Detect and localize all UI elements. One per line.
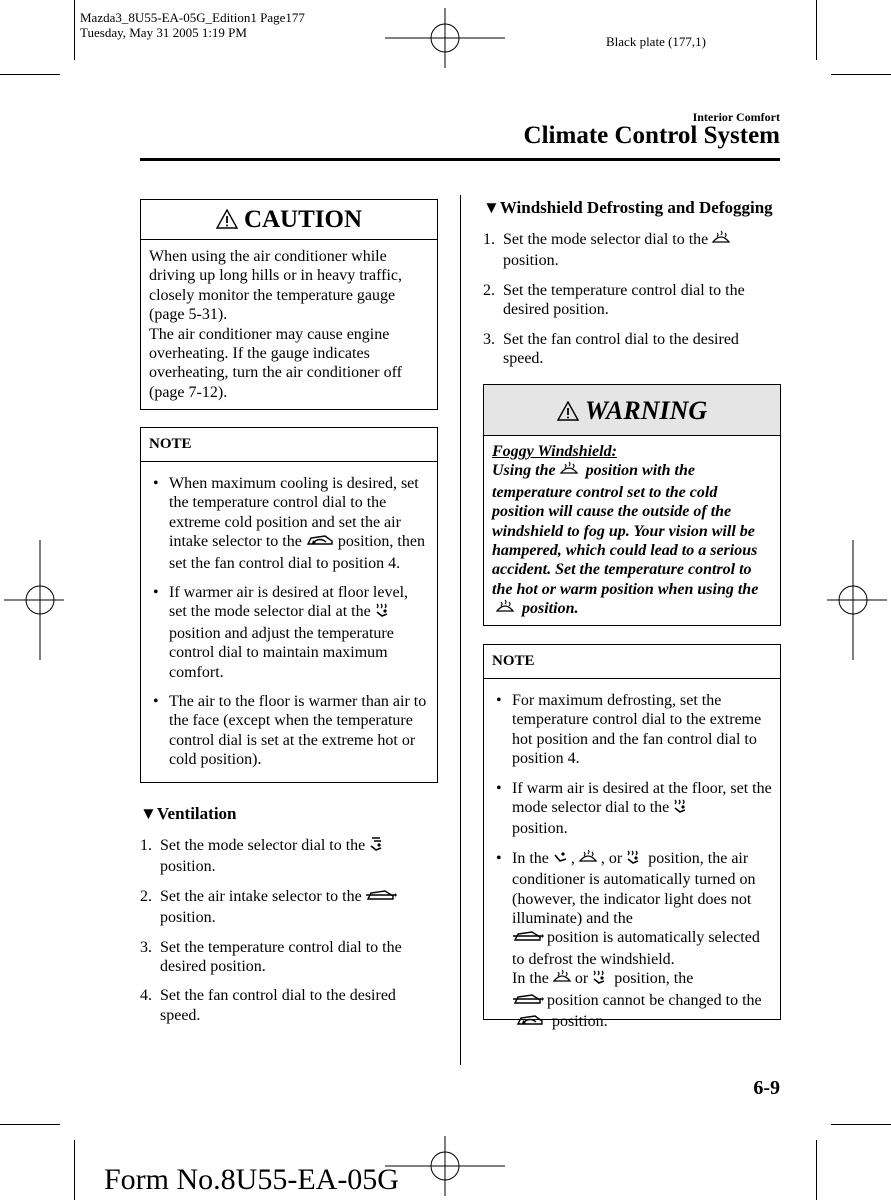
- note-title: NOTE: [141, 428, 437, 462]
- defroster-icon: [495, 599, 515, 620]
- list-item: • In the , , or position, the air conditioner is automatically turned on (however, the indicator light does not illuminate) and the position is automatically selected to defrost the windshield. In the or position, the position cannot be changed to the position.: [484, 849, 772, 1034]
- note-box-right: [483, 644, 781, 1031]
- section-label: Interior Comfort: [692, 110, 780, 124]
- warning-subtitle: Foggy Windshield:: [492, 443, 617, 460]
- ventilation-section: [140, 804, 440, 1035]
- note-list: [141, 462, 437, 770]
- triangle-down-icon: ▼: [483, 198, 500, 217]
- defroster-icon: [559, 461, 579, 482]
- list-item: • For maximum defrosting, set the temperature control dial to the extreme hot position and the fan control dial to position 4.: [496, 692, 762, 768]
- fresh-air-icon: [512, 991, 544, 1012]
- registration-mark-icon: [827, 540, 887, 660]
- list-item: • When maximum cooling is desired, set the temperature control dial to the extreme cold position and set the air intake selector to the position, then set the fan control dial to position 4.: [153, 475, 425, 572]
- defrost-section: [483, 198, 783, 378]
- list-item: • The air to the floor is warmer than air to the face (except when the temperature control dial is set at the extreme hot or cold position).: [153, 693, 427, 769]
- crop-mark: [816, 1140, 817, 1200]
- recirculate-air-icon: [515, 1012, 545, 1033]
- caution-text-1: When using the air conditioner while driving up long hills or in heavy traffic, closely monitor the temperature gauge (page 5-31).: [149, 248, 402, 324]
- defrost-steps: [483, 230, 783, 368]
- column-divider: [460, 195, 461, 1065]
- caution-title: CAUTION: [243, 206, 363, 233]
- warning-body: [484, 436, 780, 621]
- list-item: 2. Set the temperature control dial to the desired position.: [483, 281, 745, 319]
- list-item: 3. Set the temperature control dial to the desired position.: [140, 938, 402, 976]
- crop-mark: [831, 1124, 891, 1125]
- form-number: Form No.8U55-EA-05G: [104, 1163, 399, 1196]
- crop-mark: [816, 0, 817, 60]
- defroster-icon: [552, 969, 572, 990]
- ventilation-steps: [140, 836, 440, 1025]
- defroster-icon: [578, 849, 598, 870]
- floor-defrost-mode-icon: [672, 798, 688, 819]
- ventilation-heading: ▼Ventilation: [140, 804, 237, 823]
- caution-text-2: The air conditioner may cause engine overheating. If the gauge indicates overheating, turn the air conditioner off (page 7-12).: [149, 325, 402, 401]
- list-item: 1. Set the mode selector dial to the position.: [140, 836, 440, 877]
- warning-text: Using the position with the temperature control set to the cold position will cause the outside of the windshield to fog up. Your vision will be hampered, which could lead to a serious accident. Set the temperature control to the hot or warm position when using the position.: [492, 461, 772, 620]
- warning-header: [484, 385, 780, 436]
- fresh-air-icon: [365, 887, 397, 908]
- print-header-line1: Mazda3_8U55-EA-05G_Edition1 Page177: [80, 10, 305, 25]
- list-item: 3. Set the fan control dial to the desired speed.: [483, 330, 739, 368]
- note-title: NOTE: [484, 645, 780, 679]
- floor-defrost-mode-icon: [625, 849, 641, 870]
- defroster-icon: [711, 230, 731, 251]
- floor-defrost-mode-icon: [374, 602, 390, 623]
- floor-mode-icon: [552, 849, 568, 870]
- print-header-line2: Tuesday, May 31 2005 1:19 PM: [80, 25, 247, 40]
- caution-box: [140, 199, 438, 410]
- floor-defrost-mode-icon: [591, 969, 607, 990]
- warning-box: [483, 384, 781, 626]
- registration-mark-icon: [385, 8, 505, 68]
- print-header: [80, 10, 305, 40]
- recirculate-air-icon: [305, 532, 335, 553]
- warning-triangle-icon: [557, 401, 579, 421]
- crop-mark: [0, 74, 60, 75]
- crop-mark: [74, 1140, 75, 1200]
- page-title: Climate Control System: [523, 122, 780, 149]
- warning-triangle-icon: [216, 209, 238, 229]
- registration-mark-icon: [4, 540, 64, 660]
- caution-body: [141, 240, 437, 402]
- defrost-heading: ▼Windshield Defrosting and Defogging: [483, 198, 773, 217]
- crop-mark: [74, 0, 75, 60]
- caution-header: [141, 200, 437, 240]
- crop-mark: [831, 74, 891, 75]
- list-item: • If warm air is desired at the floor, set the mode selector dial to the position.: [496, 779, 772, 838]
- crop-mark: [0, 1124, 60, 1125]
- page-number: 6-9: [753, 1077, 780, 1099]
- triangle-down-icon: ▼: [140, 804, 157, 823]
- note-list: [484, 679, 780, 1034]
- list-item: 2. Set the air intake selector to the position.: [140, 887, 440, 928]
- note-box-left: [140, 427, 438, 783]
- warning-title: WARNING: [584, 396, 708, 425]
- list-item: 4. Set the fan control dial to the desired speed.: [140, 987, 396, 1024]
- list-item: 1. Set the mode selector dial to the position.: [483, 230, 783, 271]
- registration-mark-icon: [385, 1136, 505, 1196]
- fresh-air-icon: [512, 928, 544, 949]
- title-rule: [140, 158, 780, 161]
- plate-label: Black plate (177,1): [606, 34, 706, 49]
- list-item: • If warmer air is desired at floor level, set the mode selector dial at theposition and adjust the temperature control dial to maintain maximum comfort.: [153, 584, 409, 681]
- face-mode-icon: [368, 836, 384, 857]
